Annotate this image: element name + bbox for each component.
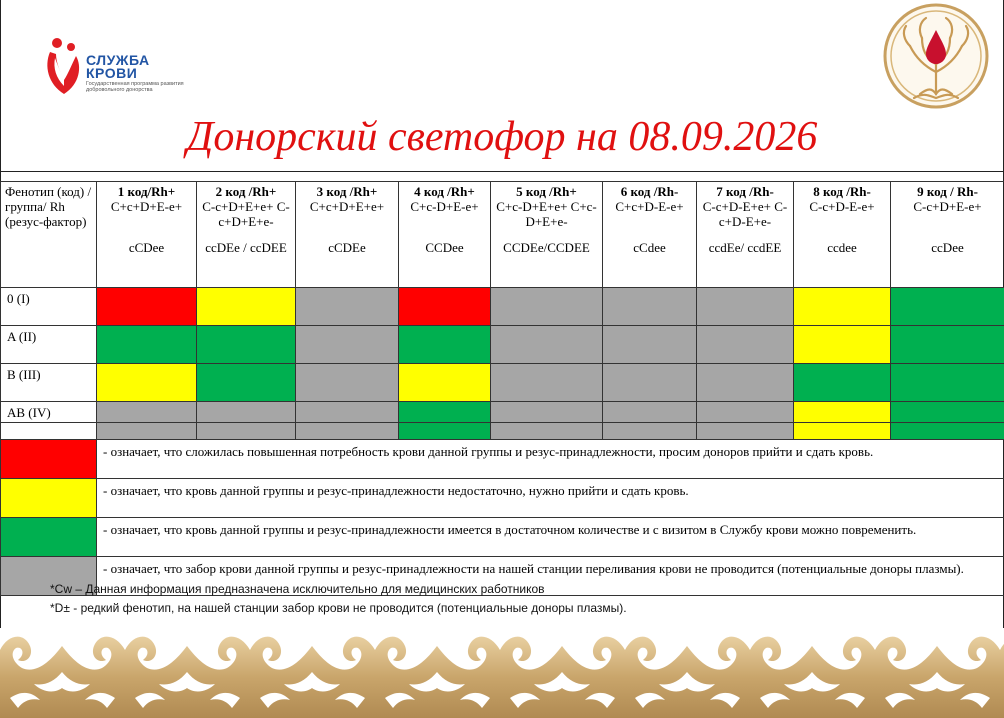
blood-drop-tree-emblem xyxy=(880,2,992,110)
column-header: 4 код /Rh+ C+c-D+E-e+ CCDee xyxy=(399,182,491,288)
table-spacer xyxy=(0,422,1004,440)
blood-group-label: A (II) xyxy=(1,326,97,364)
divider-top xyxy=(0,171,1004,172)
column-header: 2 код /Rh+ C-c+D+E+e+ C-c+D+E+e- ccDEe / ccDEE xyxy=(197,182,296,288)
legend-text: - означает, что забор крови данной группы и резус-принадлежности на нашей станции переливания крови не проводится (потенциальные доноры плазмы). xyxy=(97,557,1004,596)
status-cell-green xyxy=(891,364,1004,402)
legend-swatch-green xyxy=(1,518,97,557)
blood-group-label: AB (IV) xyxy=(1,402,97,440)
status-cell-gray xyxy=(697,288,794,326)
legend-row xyxy=(1,440,1004,479)
gold-ornament-border xyxy=(0,628,1004,718)
status-cell-yellow xyxy=(399,364,491,402)
status-cell-yellow xyxy=(794,326,891,364)
logo-line-2: КРОВИ xyxy=(86,65,138,81)
blood-group-label: 0 (I) xyxy=(1,288,97,326)
status-cell-green xyxy=(97,326,197,364)
color-legend xyxy=(0,439,1004,596)
phenotype-header: Фенотип (код) /группа/ Rh (резус-фактор) xyxy=(1,182,97,288)
table-row xyxy=(1,364,1004,402)
page-title: Донорский светофор на 08.09.2026 xyxy=(186,114,818,160)
status-cell-green xyxy=(794,364,891,402)
logo-line-1: СЛУЖБА xyxy=(86,52,150,68)
donor-traffic-light-table xyxy=(0,181,1004,440)
status-cell-red xyxy=(97,288,197,326)
legend-text: - означает, что сложилась повышенная потребность крови данной группы и резус-принадлежности, просим доноров прийти и сдать кровь. xyxy=(97,440,1004,479)
legend-row xyxy=(1,479,1004,518)
footnote-d-rare: *D± - редкий фенотип, на нашей станции забор крови не проводится (потенциальные доноры плазмы). xyxy=(50,601,627,615)
status-cell-gray xyxy=(697,364,794,402)
table-row xyxy=(1,288,1004,326)
column-header: 3 код /Rh+ C+c+D+E+e+ cCDEe xyxy=(296,182,399,288)
status-cell-green xyxy=(891,326,1004,364)
column-header: 9 код / Rh- C-c+D+E-e+ ccDee xyxy=(891,182,1004,288)
status-cell-yellow xyxy=(97,364,197,402)
status-cell-gray xyxy=(296,288,399,326)
logo-subtitle: Государственная программа развития добровольного донорства xyxy=(86,81,184,93)
column-header: 1 код/Rh+ C+c+D+E-e+ cCDee xyxy=(97,182,197,288)
column-header: 5 код /Rh+ C+c-D+E+e+ C+c-D+E+e- CCDEe/CCDEE xyxy=(491,182,603,288)
status-cell-gray xyxy=(603,288,697,326)
status-cell-gray xyxy=(603,326,697,364)
legend-swatch-red xyxy=(1,440,97,479)
status-cell-gray xyxy=(296,326,399,364)
table-row xyxy=(1,326,1004,364)
legend-text: - означает, что кровь данной группы и резус-принадлежности имеется в достаточном количестве и с визитом в Службу крови можно повременить. xyxy=(97,518,1004,557)
status-cell-gray xyxy=(491,288,603,326)
status-cell-gray xyxy=(697,326,794,364)
header-row xyxy=(1,182,1004,288)
blood-service-logo xyxy=(44,36,184,102)
footnote-cw: *Cw – Данная информация предназначена исключительно для медицинских работников xyxy=(50,582,545,596)
status-cell-gray xyxy=(296,364,399,402)
status-cell-red xyxy=(399,288,491,326)
status-cell-yellow xyxy=(794,288,891,326)
status-cell-gray xyxy=(491,364,603,402)
column-header: 8 код /Rh- C-c+D-E-e+ ccdee xyxy=(794,182,891,288)
legend-row xyxy=(1,518,1004,557)
blood-group-label: B (III) xyxy=(1,364,97,402)
status-cell-green xyxy=(399,326,491,364)
status-cell-green xyxy=(197,364,296,402)
column-header: 6 код /Rh- C+c+D-E-e+ cCdee xyxy=(603,182,697,288)
status-cell-gray xyxy=(491,326,603,364)
legend-swatch-yellow xyxy=(1,479,97,518)
status-cell-yellow xyxy=(197,288,296,326)
status-cell-green xyxy=(891,288,1004,326)
legend-text: - означает, что кровь данной группы и резус-принадлежности недостаточно, нужно прийти и сдать кровь. xyxy=(97,479,1004,518)
heart-figures-icon xyxy=(44,36,84,98)
status-cell-gray xyxy=(603,364,697,402)
status-cell-green xyxy=(197,326,296,364)
column-header: 7 код /Rh- C-c+D-E+e+ C-c+D-E+e- ccdEe/ ccdEE xyxy=(697,182,794,288)
